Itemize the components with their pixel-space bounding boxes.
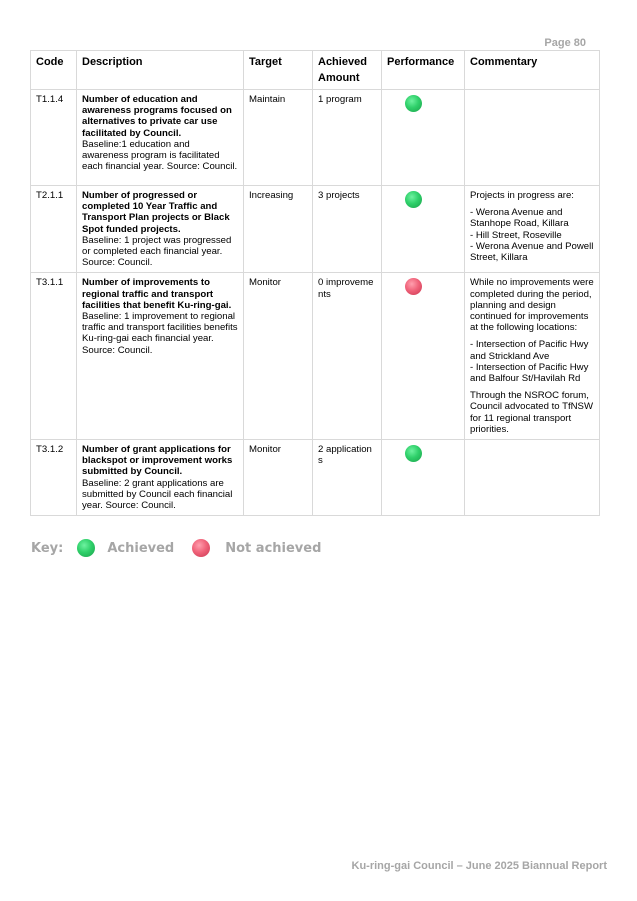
header-commentary: Commentary [465, 51, 600, 90]
commentary-paragraph: Projects in progress are: [470, 190, 574, 201]
key-achieved-label: Achieved [107, 540, 175, 556]
header-code: Code [31, 51, 77, 90]
cell-code: T2.1.1 [31, 186, 77, 273]
table-row [31, 440, 600, 516]
cell-description [77, 273, 244, 440]
commentary-paragraph: Through the NSROC forum, Council advocated to TfNSW for 11 regional transport priorities. [470, 390, 593, 435]
key-label: Key: [31, 540, 64, 556]
table-row [31, 186, 600, 273]
cell-description [77, 90, 244, 186]
page-number: Page 80 [544, 37, 586, 49]
not-achieved-dot-icon [192, 539, 210, 557]
description-heading: Number of progressed or completed 10 Year Traffic and Transport Plan projects or Black Spot funded projects. [82, 190, 230, 235]
commentary-paragraph: - Werona Avenue and Stanhope Road, Killara - Hill Street, Roseville - Werona Avenue and Powell Street, Killara [470, 207, 594, 264]
description-baseline: Baseline: 2 grant applications are submitted by Council each financial year. Source: Council. [82, 477, 233, 512]
cell-performance [382, 273, 465, 440]
table-row [31, 273, 600, 440]
cell-code: T3.1.2 [31, 440, 77, 516]
cell-commentary [465, 186, 600, 273]
not-achieved-status-icon [405, 278, 422, 295]
cell-commentary [465, 273, 600, 440]
legend-key [31, 539, 321, 557]
cell-achieved: 3 projects [313, 186, 382, 273]
cell-commentary [465, 440, 600, 516]
cell-performance [382, 186, 465, 273]
description-heading: Number of improvements to regional traffic and transport facilities that benefit Ku-ring-gai. [82, 277, 232, 311]
table-header-row [31, 51, 600, 90]
description-baseline: Baseline:1 education and awareness program is facilitated each financial year. Source: Council. [82, 138, 238, 173]
cell-target: Increasing [244, 186, 313, 273]
cell-description [77, 186, 244, 273]
achieved-status-icon [405, 445, 422, 462]
achieved-status-icon [405, 95, 422, 112]
cell-achieved: 0 improvements [313, 273, 382, 440]
header-achieved-amount: Achieved Amount [313, 51, 382, 90]
cell-performance [382, 440, 465, 516]
table-body [31, 90, 600, 516]
cell-target: Maintain [244, 90, 313, 186]
cell-target: Monitor [244, 440, 313, 516]
description-baseline: Baseline: 1 improvement to regional traffic and transport facilities benefits Ku-ring-gai each financial year. Source: Council. [82, 311, 238, 356]
cell-description [77, 440, 244, 516]
achieved-status-icon [405, 191, 422, 208]
commentary-paragraph: While no improvements were completed during the period, planning and design continued for improvements at the following locations: [470, 277, 594, 334]
cell-commentary [465, 90, 600, 186]
header-target: Target [244, 51, 313, 90]
performance-table [30, 50, 600, 516]
cell-target: Monitor [244, 273, 313, 440]
cell-achieved: 2 applications [313, 440, 382, 516]
description-heading: Number of grant applications for blackspot or improvement works submitted by Council. [82, 444, 233, 478]
description-baseline: Baseline: 1 project was progressed or completed each financial year. Source: Council. [82, 234, 232, 269]
header-performance: Performance [382, 51, 465, 90]
description-heading: Number of education and awareness programs focused on alternatives to private car use facilitated by Council. [82, 94, 232, 139]
footer-report-title: Ku-ring-gai Council – June 2025 Biannual Report [351, 860, 607, 872]
table-row [31, 90, 600, 186]
commentary-paragraph: - Intersection of Pacific Hwy and Strickland Ave - Intersection of Pacific Hwy and Balfour St/Havilah Rd [470, 339, 589, 385]
header-description: Description [77, 51, 244, 90]
key-not-achieved-label: Not achieved [225, 540, 322, 556]
cell-performance [382, 90, 465, 186]
achieved-dot-icon [77, 539, 95, 557]
cell-code: T3.1.1 [31, 273, 77, 440]
cell-achieved: 1 program [313, 90, 382, 186]
cell-code: T1.1.4 [31, 90, 77, 186]
